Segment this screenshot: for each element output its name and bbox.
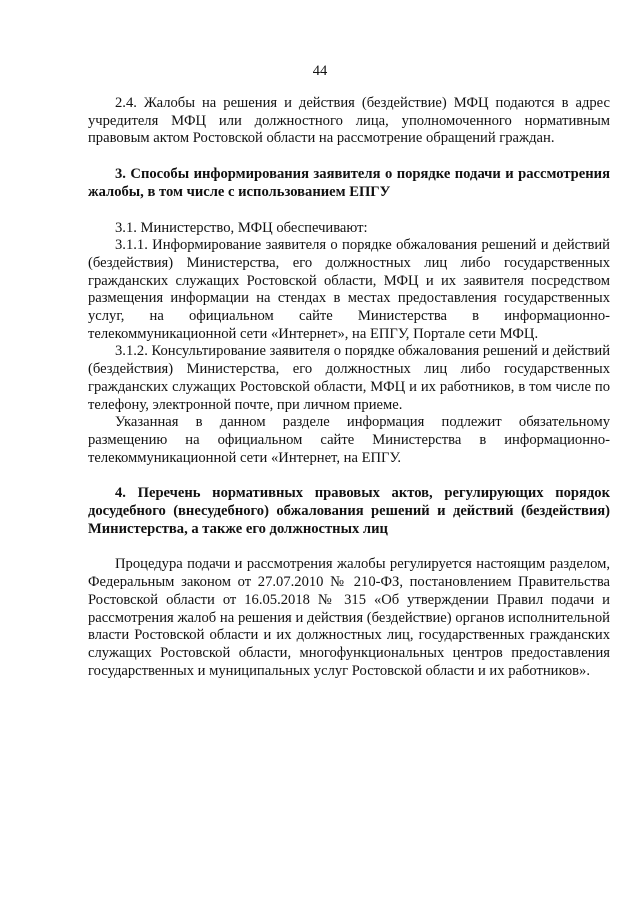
paragraph-2-4: 2.4. Жалобы на решения и действия (бездействие) МФЦ подаются в адрес учредителя МФЦ или должностного лица, уполномоченного нормативным правовым актом Ростовской области на рассмотрение обращений граждан.	[88, 95, 610, 147]
paragraph-info-placement: Указанная в данном разделе информация подлежит обязательному размещению на официальном сайте Министерства в информационно-телекоммуникационной сети «Интернет, на ЕПГУ.	[88, 414, 610, 466]
spacer	[88, 202, 610, 220]
document-body	[88, 95, 610, 680]
spacer	[88, 467, 610, 485]
paragraph-3-1-1: 3.1.1. Информирование заявителя о порядке обжалования решений и действий (бездействия) Министерства, его должностных лиц либо государственных гражданских служащих Ростовской области, МФЦ и их заявителя посредством размещения информации на стендах в местах предоставления государственных услуг, на официальном сайте Министерства в информационно-телекоммуникационной сети «Интернет», на ЕПГУ, Портале сети МФЦ.	[88, 237, 610, 342]
paragraph-procedure: Процедура подачи и рассмотрения жалобы регулируется настоящим разделом, Федеральным законом от 27.07.2010 № 210-ФЗ, постановлением Правительства Ростовской области от 16.05.2018 № 315 «Об утверждении Правил подачи и рассмотрения жалоб на решения и действия (бездействие) органов исполнительной власти Ростовской области и их должностных лиц, государственных гражданских служащих Ростовской области, многофункциональных центров предоставления государственных и муниципальных услуг Ростовской области и их работников».	[88, 556, 610, 679]
paragraph-3-1-2: 3.1.2. Консультирование заявителя о порядке обжалования решений и действий (бездействия) Министерства, его должностных лиц либо государственных гражданских служащих Ростовской области, МФЦ и их работников, в том числе по телефону, электронной почте, при личном приеме.	[88, 343, 611, 413]
spacer	[88, 148, 610, 166]
section-heading-3: 3. Способы информирования заявителя о порядке подачи и рассмотрения жалобы, в том числе с использованием ЕПГУ	[88, 166, 610, 200]
paragraph-3-1: 3.1. Министерство, МФЦ обеспечивают:	[115, 219, 368, 236]
page-number: 44	[312, 63, 328, 79]
section-heading-4: 4. Перечень нормативных правовых актов, регулирующих порядок досудебного (внесудебного) обжалования решений и действий (бездействия) Министерства, а также его должностных лиц	[88, 485, 610, 537]
spacer	[88, 538, 610, 556]
